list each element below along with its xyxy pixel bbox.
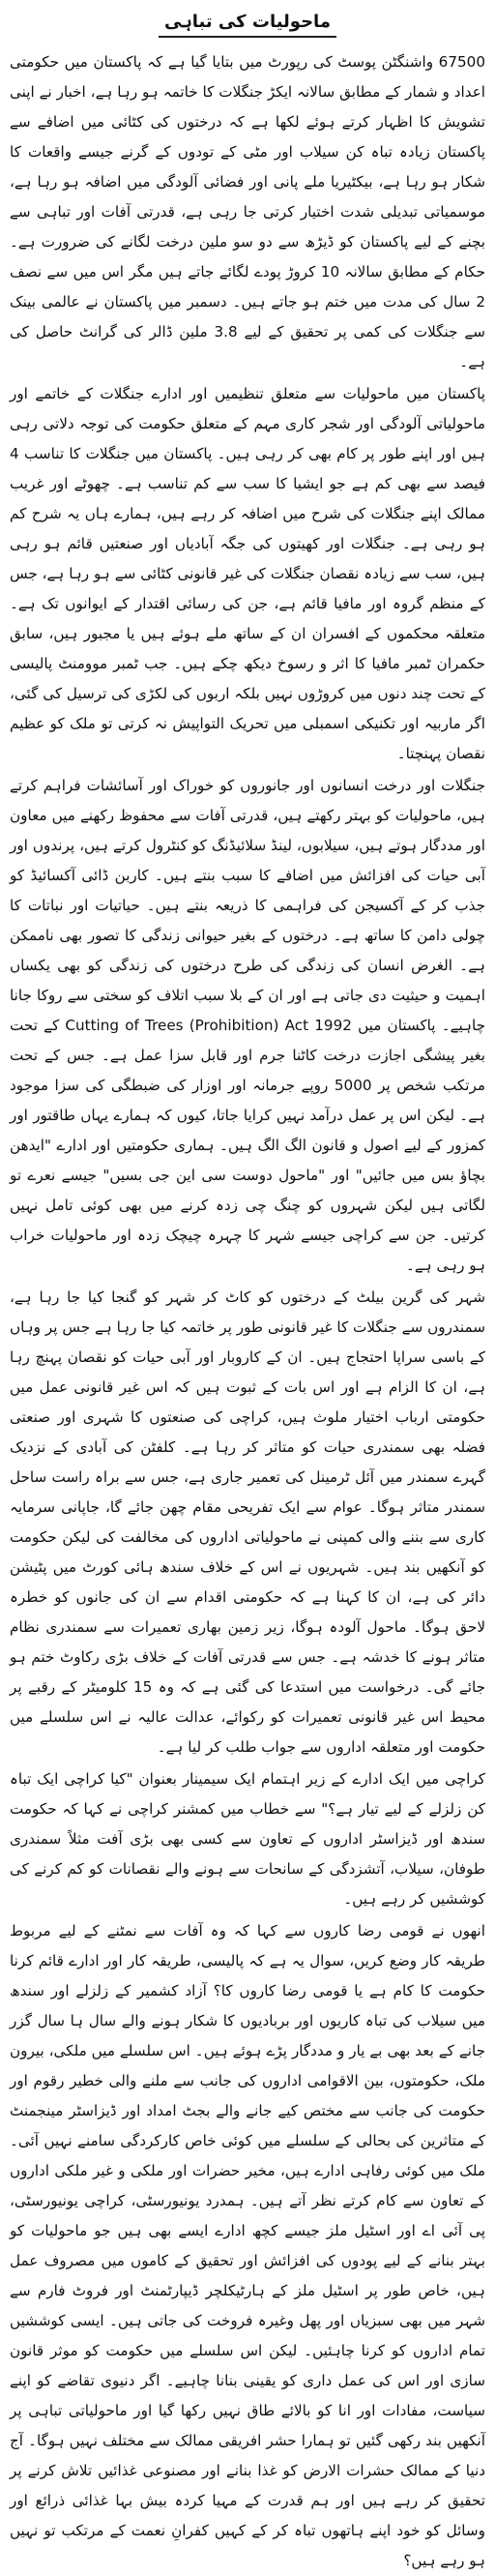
paragraph-6: انھوں نے قومی رضا کاروں سے کہا کہ وہ آفات سے نمٹنے کے لیے مربوط طریقہ کار وضع کریں، سوال یہ ہے کہ پالیسی، طریقہ کار اور ادارے قائم کرنا حکومت کا کام ہے یا قومی رضا کاروں کا؟ آزاد کشمیر کے زلزلے اور سندھ میں سیلاب کی تباہ کاریوں اور بربادیوں کا شکار ہونے والے سال ہا سال گزر جانے کے بعد بھی بے یار و مددگار پڑے ہوئے ہیں۔ اس سلسلے میں ملکی، بیرون ملک، حکومتوں، بین الاقوامی اداروں کی جانب سے ملنے والی خطیر رقوم اور حکومت کی جانب سے مختص کیے جانے والے بجٹ امداد اور ڈیزاسٹر مینجمنٹ کے متاثرین کی بحالی کے سلسلے میں کوئی خاص کارکردگی سامنے نہیں آئی۔ ملک میں کوئی رفاہی ادارے ہیں، مخیر حضرات اور ملکی و غیر ملکی اداروں کے تعاون سے کام کرتے نظر آتے ہیں۔ ہمدرد یونیورسٹی، کراچی یونیورسٹی، پی آئی اے اور اسٹیل ملز جیسے کچھ ادارے ایسے بھی ہیں جو ماحولیات کو بہتر بنانے کے لیے پودوں کی افزائش اور تحقیق کے کاموں میں مصروف عمل ہیں، خاص طور پر اسٹیل ملز کے ہارٹیکلچر ڈیپارٹمنٹ اور فروٹ فارم سے شہر میں بھی سبزیاں اور پھل وغیرہ فروخت کی جاتی ہیں۔ ایسی کوششیں تمام اداروں کو کرنا چاہئیں۔ لیکن اس سلسلے میں حکومت کو موثر قانون سازی اور اس کی عمل داری کو یقینی بنانا چاہیے۔ اگر دنیوی تقاضے کو اپنے سیاست، مفادات اور انا کو بالائے طاق نہیں رکھا گیا اور ماحولیاتی تباہی پر آنکھیں بند رکھی گئیں تو ہمارا حشر افریقی ممالک سے مختلف نہیں ہوگا۔ آج دنیا کے ممالک حشرات الارض کو غذا بنانے اور مصنوعی غذائیں تلاش کرنے پر تحقیق کر رہے ہیں اور ہم قدرت کے مہیا کردہ بیش بہا غذائی ذرائع اور وسائل کو خود اپنے ہاتھوں تباہ کر کے کہیں کفرانِ نعمت کے مرتکب تو نہیں ہو رہے ہیں؟	[10, 1922, 485, 2569]
paragraph-5: کراچی میں ایک ادارے کے زیر اہتمام ایک سیمینار بعنوان "کیا کراچی ایک تباہ کن زلزلے کے لیے تیار ہے؟" سے خطاب میں کمشنر کراچی نے کہا کہ حکومت سندھ اور ڈیزاسٹر اداروں کے تعاون سے کسی بھی بڑی آفت مثلاً سمندری طوفان، سیلاب، آتشزدگی کے سانحات سے ہونے والے نقصانات کو کم کرنے کی کوششیں کر رہے ہیں۔	[10, 1770, 485, 1908]
article-body	[10, 47, 485, 2576]
paragraph-1: 67500 واشنگٹن پوسٹ کی رپورٹ میں بتایا گیا ہے کہ پاکستان میں حکومتی اعداد و شمار کے مطابق سالانہ ایکڑ جنگلات کا خاتمہ ہو رہا ہے، اخبار نے اپنی تشویش کا اظہار کرتے ہوئے لکھا ہے کہ درختوں کی کٹائی میں اضافے سے پاکستان زیادہ تباہ کن سیلاب اور مٹی کے تودوں کے گرنے جیسے واقعات کا شکار ہو رہا ہے، بیکٹیریا ملے پانی اور فضائی آلودگی میں اضافہ ہو رہا ہے، موسمیاتی تبدیلی شدت اختیار کرتی جا رہی ہے، قدرتی آفات اور تباہی سے بچنے کے لیے پاکستان کو ڈیڑھ سے دو سو ملین درخت لگانے کی ضرورت ہے۔ حکام کے مطابق سالانہ 10 کروڑ پودے لگائے جاتے ہیں مگر اس میں سے نصف 2 سال کی مدت میں ختم ہو جاتے ہیں۔ دسمبر میں پاکستان نے عالمی بینک سے جنگلات کی کمی پر تحقیق کے لیے 3.8 ملین ڈالر کی گرانٹ حاصل کی ہے۔	[10, 53, 485, 370]
paragraph-3: جنگلات اور درخت انسانوں اور جانوروں کو خوراک اور آسائشات فراہم کرتے ہیں، ماحولیات کو بہتر رکھتے ہیں، قدرتی آفات سے محفوظ رکھنے میں معاون اور مددگار ہوتے ہیں، سیلابوں، لینڈ سلائیڈنگ کو کنٹرول کرتے ہیں، پرندوں اور آبی حیات کی افزائش میں اضافے کا سبب بنتے ہیں۔ کاربن ڈائی آکسائیڈ کو جذب کر کے آکسیجن کی فراہمی کا ذریعہ بنتے ہیں۔ حیاتیات اور نباتات کا چولی دامن کا ساتھ ہے۔ درختوں کے بغیر حیوانی زندگی کا تصور بھی ناممکن ہے۔ الغرض انسان کی زندگی کی طرح درختوں کی زندگی کو بھی یکساں اہمیت و حیثیت دی جاتی ہے اور ان کے بلا سبب اتلاف کو سختی سے روکا جانا چاہیے۔ پاکستان میں 1992 Cutting of Trees (Prohibition) Act کے تحت بغیر پیشگی اجازت درخت کاٹنا جرم اور قابل سزا عمل ہے۔ جس کے تحت مرتکب شخص پر 5000 روپے جرمانہ اور اوزار کی ضبطگی کی سزا موجود ہے۔ لیکن اس پر عمل درآمد نہیں کرایا جاتا، کیوں کہ ہمارے یہاں طاقتور اور کمزور کے لیے اصول و قانون الگ الگ ہیں۔ ہماری حکومتیں اور ادارے "ایدھن بچاؤ بس میں جائیں" اور "ماحول دوست سی این جی بسیں" جیسے نعرے تو لگاتی ہیں لیکن شہروں کو چنگ چی زدہ کرنے میں بھی کوئی تامل نہیں کرتیں۔ جن سے کراچی جیسے شہر کا چہرہ چیچک زدہ اور ماحولیات خراب ہو رہی ہے۔	[10, 777, 485, 1274]
title-wrap	[10, 12, 485, 38]
paragraph-2: پاکستان میں ماحولیات سے متعلق تنظیمیں اور ادارے جنگلات کے خاتمے اور ماحولیاتی آلودگی اور شجر کاری مہم کے متعلق حکومت کی توجہ دلاتی رہی ہیں اور اپنے طور پر کام بھی کر رہی ہیں۔ پاکستان میں جنگلات کا تناسب 4 فیصد سے بھی کم ہے جو ایشیا کا سب سے کم تناسب ہے۔ چھوٹے اور غریب ممالک اپنے جنگلات کی شرح میں اضافہ کر رہے ہیں، ہمارے ہاں یہ شرح کم ہو رہی ہے۔ جنگلات اور کھیتوں کی جگہ آبادیاں اور صنعتیں قائم ہو رہی ہیں، سب سے زیادہ نقصان جنگلات کی غیر قانونی کٹائی سے ہو رہا ہے، جس کے منظم گروہ اور مافیا قائم ہے، جن کی رسائی اقتدار کے ایوانوں تک ہے۔ متعلقہ محکموں کے افسران ان کے ساتھ ملے ہوئے ہیں یا مجبور ہیں، سابق حکمران ٹمبر مافیا کا اثر و رسوخ دیکھ چکے ہیں۔ جب ٹمبر موومنٹ پالیسی کے تحت چند دنوں میں کروڑوں نہیں بلکہ اربوں کی لکڑی کی ترسیل کی گئی، اگر ماربیہ اور تکنیکی اسمبلی میں تحریک التواپیش نہ کرتی تو ملک کو عظیم نقصان پہنچتا۔	[10, 385, 485, 762]
paragraph-4: شہر کی گرین بیلٹ کے درختوں کو کاٹ کر شہر کو گنجا کیا جا رہا ہے، سمندروں سے جنگلات کا غیر قانونی طور پر خاتمہ کیا جا رہا ہے جس پر وہاں کے باسی سراپا احتجاج ہیں۔ ان کے کاروبار اور آبی حیات کو نقصان پہنچ رہا ہے، ان کا الزام ہے اور اس بات کے ثبوت ہیں کہ اس غیر قانونی عمل میں حکومتی ارباب اختیار ملوث ہیں، کراچی کی صنعتوں کا شہری اور صنعتی فضلہ بھی سمندری حیات کو متاثر کر رہا ہے۔ کلفٹن کی آبادی کے نزدیک گہرے سمندر میں آئل ٹرمینل کی تعمیر جاری ہے، جس سے براہ راست ساحل سمندر متاثر ہوگا۔ عوام سے ایک تفریحی مقام چھن جائے گا، جاپانی سرمایہ کاری سے بننے والی کمپنی نے ماحولیاتی اداروں کی مخالفت کی لیکن حکومت کو آنکھیں بند ہیں۔ شہریوں نے اس کے خلاف سندھ ہائی کورٹ میں پٹیشن دائر کی ہے، ان کا کہنا ہے کہ حکومتی اقدام سے ان کی جانوں کو خطرہ لاحق ہوگا۔ ماحول آلودہ ہوگا، زیر زمین بھاری تعمیرات سے سمندری نظام متاثر ہونے کا خدشہ ہے۔ جس سے قدرتی آفات کے خلاف بڑی رکاوٹ ختم ہو جائے گی۔ درخواست میں استدعا کی گئی ہے کہ وہ 15 کلومیٹر کے رقبے پر محیط اس غیر قانونی تعمیرات کو رکوائے، عدالت عالیہ نے اس سلسلے میں حکومت اور متعلقہ اداروں سے جواب طلب کر لیا ہے۔	[10, 1288, 485, 1756]
article-title: ماحولیات کی تباہی	[159, 12, 336, 38]
